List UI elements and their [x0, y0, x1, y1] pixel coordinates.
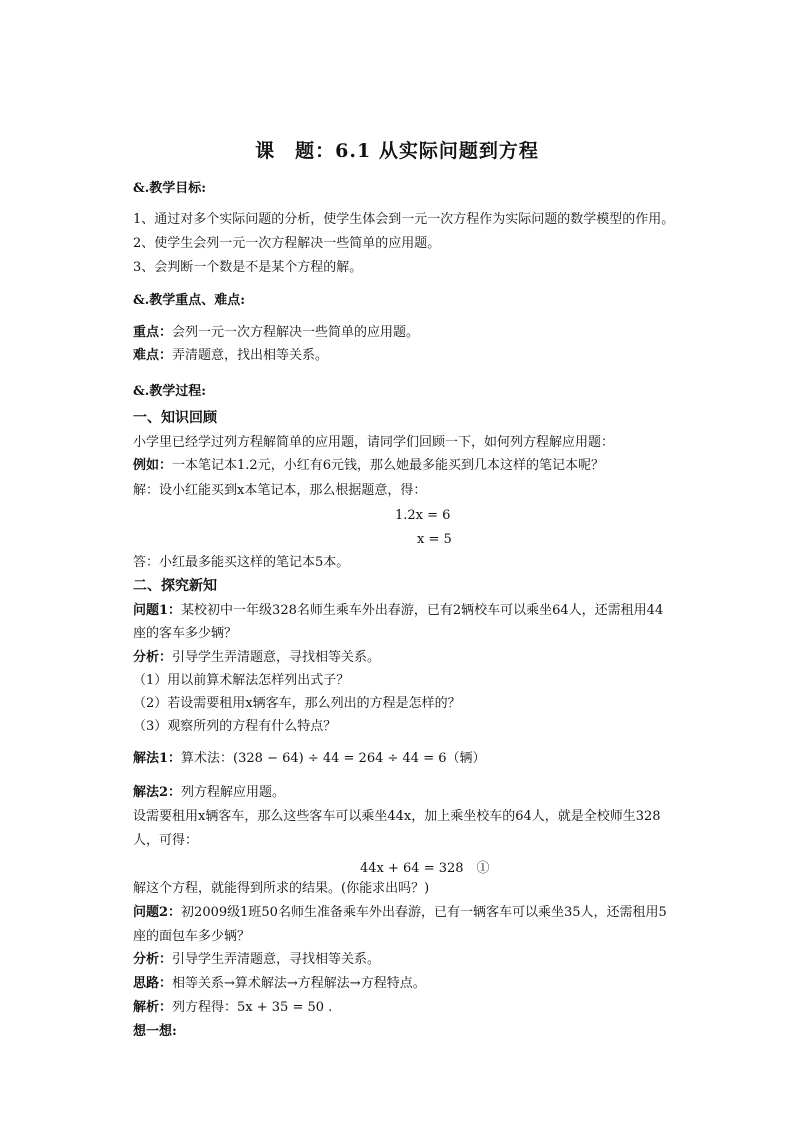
method-2-label: 解法2：: [133, 785, 182, 800]
review-intro: 小学里已经学过列方程解简单的应用题，请同学们回顾一下，如何列方程解应用题：: [133, 435, 615, 450]
difficulty-label: 难点：: [133, 348, 173, 363]
question-1-label: 问题1：: [133, 603, 182, 618]
solve-note: 解这个方程，就能得到所求的结果。(你能求出吗？): [133, 881, 430, 896]
method-2-setup: 设需要租用x辆客车，那么这些客车可以乘坐44x，加上乘坐校车的64人，就是全校师生328: [133, 809, 661, 824]
answer-line: 答：小红最多能买这样的笔记本5本。: [133, 555, 350, 570]
question-2-label: 问题2：: [133, 905, 182, 920]
parse-line: [133, 1000, 332, 1016]
objective-item: 1、通过对多个实际问题的分析，使学生体会到一元一次方程作为实际问题的数学模型的作用。: [133, 212, 675, 227]
objective-item: 2、使学生会列一元一次方程解决一些简单的应用题。: [133, 236, 441, 251]
method-1-line: [133, 751, 486, 767]
question-2-text: 初2009级1班50名师生准备乘车外出春游，已有一辆客车可以乘坐35人，还需租用5: [181, 905, 667, 920]
method-2-text: 列方程解应用题。: [181, 785, 286, 800]
analysis-text: 引导学生弄清题意，寻找相等关系。: [172, 952, 381, 967]
question-1-cont: 座的客车多少辆？: [133, 626, 238, 641]
example-text: 一本笔记本1.2元，小红有6元钱，那么她最多能买到几本这样的笔记本呢？: [172, 458, 604, 473]
sub-question: （3）观察所列的方程有什么特点？: [133, 719, 337, 734]
sub-question: （2）若设需要租用x辆客车，那么列出的方程是怎样的？: [133, 696, 461, 711]
idea-label: 思路：: [133, 976, 173, 991]
section-title: 一、知识回顾: [133, 410, 217, 426]
page-title: 课 题：6.1 从实际问题到方程: [255, 140, 539, 162]
question-1-line: [133, 603, 663, 619]
objectives-heading: &.教学目标:: [133, 181, 207, 196]
key-label: 重点：: [133, 325, 173, 340]
method-2-setup-cont: 人，可得：: [133, 833, 199, 848]
analysis-line: [133, 952, 380, 968]
difficulty-text: 弄清题意，找出相等关系。: [172, 348, 329, 363]
question-2-cont: 座的面包车多少辆？: [133, 929, 251, 944]
method-1-label: 解法1：: [133, 751, 182, 766]
question-2-line: [133, 905, 667, 921]
analysis-line: [133, 650, 380, 666]
process-heading: &.教学过程:: [133, 384, 207, 399]
example-label: 例如：: [133, 458, 173, 473]
equation-2: x = 5: [417, 532, 452, 547]
think-label: 想一想:: [133, 1024, 177, 1039]
key-point-line: [133, 325, 419, 341]
example-line: [133, 458, 604, 474]
key-text: 会列一元一次方程解决一些简单的应用题。: [172, 325, 420, 340]
question-1-text: 某校初中一年级328名师生乘车外出春游，已有2辆校车可以乘坐64人，还需租用44: [181, 603, 664, 618]
key-points-heading: &.教学重点、难点:: [133, 293, 246, 308]
analysis-label: 分析：: [133, 952, 173, 967]
method-1-text: 算术法：(328 − 64) ÷ 44 = 264 ÷ 44 = 6（辆）: [181, 751, 486, 766]
idea-text: 相等关系→算术解法→方程解法→方程特点。: [172, 976, 426, 991]
idea-line: [133, 976, 426, 992]
objective-item: 3、会判断一个数是不是某个方程的解。: [133, 260, 363, 275]
equation-3: 44x + 64 = 328 ①: [360, 861, 490, 876]
sub-question: （1）用以前算术解法怎样列出式子？: [133, 673, 350, 688]
section-title: 二、探究新知: [133, 578, 217, 594]
analysis-label: 分析：: [133, 650, 173, 665]
equation-1: 1.2x = 6: [395, 508, 451, 523]
analysis-text: 引导学生弄清题意，寻找相等关系。: [172, 650, 381, 665]
method-2-line: [133, 785, 285, 801]
parse-text: 列方程得：5x + 35 = 50 .: [172, 1000, 333, 1015]
parse-label: 解析：: [133, 1000, 173, 1015]
difficulty-line: [133, 348, 328, 364]
solution-line: 解：设小红能买到x本笔记本，那么根据题意，得：: [133, 483, 427, 498]
